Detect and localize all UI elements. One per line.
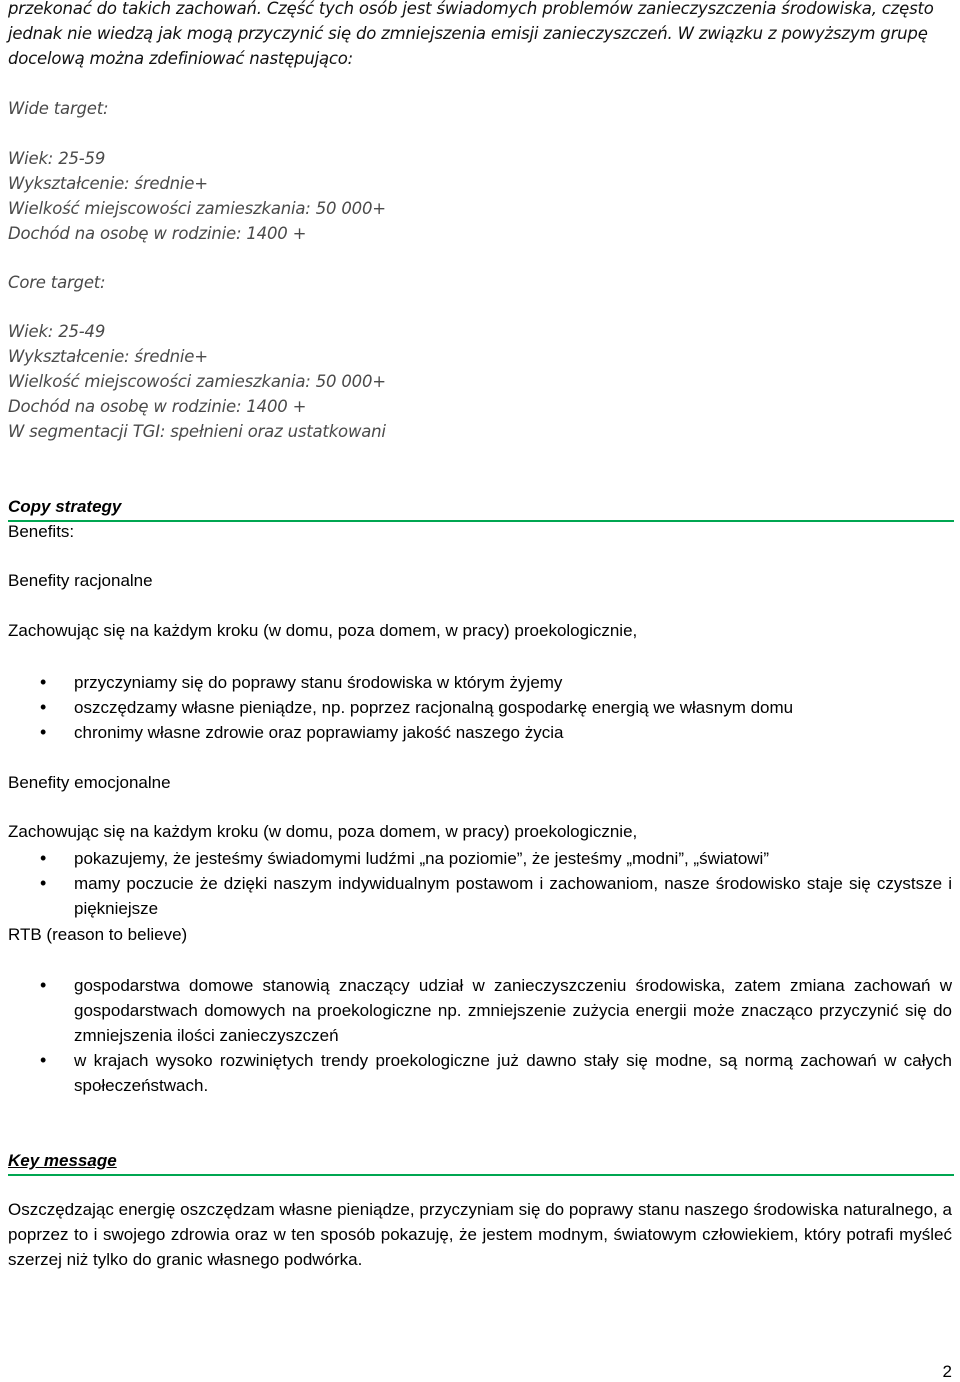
rational-benefits-intro: Zachowując się na każdym kroku (w domu, poza domem, w pracy) proekologicznie, [8, 621, 638, 640]
wide-target-town-size: Wielkość miejscowości zamieszkania: 50 000+ [8, 199, 386, 218]
emotional-benefits-intro: Zachowując się na każdym kroku (w domu, poza domem, w pracy) proekologicznie, [8, 822, 638, 841]
rtb-title: RTB (reason to believe) [8, 925, 188, 944]
core-target-town-size: Wielkość miejscowości zamieszkania: 50 000+ [8, 372, 386, 391]
list-item: • chronimy własne zdrowie oraz poprawiamy jakość naszego życia [8, 720, 952, 745]
core-target-income: Dochód na osobę w rodzinie: 1400 + [8, 397, 307, 416]
emotional-benefits-list [8, 846, 952, 921]
core-target-education: Wykształcenie: średnie+ [8, 347, 208, 366]
list-item: • oszczędzamy własne pieniądze, np. poprzez racjonalną gospodarkę energią we własnym domu [8, 695, 952, 720]
intro-line-1: przekonać do takich zachowań. Część tych osób jest świadomych problemów zanieczyszczenia środowiska, często [8, 0, 934, 18]
core-target-title: Core target: [8, 273, 106, 292]
rational-benefits-title: Benefity racjonalne [8, 571, 153, 590]
core-target-age: Wiek: 25-49 [8, 322, 106, 341]
intro-line-3: docelową można zdefiniować następująco: [8, 49, 354, 68]
intro-line-2: jednak nie wiedzą jak mogą przyczynić się do zmniejszenia emisji zanieczyszczeń. W związku z powyższym grupę [8, 24, 928, 43]
rational-benefits-list [8, 670, 952, 745]
rtb-list [8, 973, 952, 1098]
list-item: • w krajach wysoko rozwiniętych trendy proekologiczne już dawno stały się modne, są normą zachowań w całych społeczeństwach. [8, 1048, 952, 1098]
benefits-label: Benefits: [8, 522, 75, 541]
section-divider [8, 520, 954, 522]
page-number: 2 [942, 1362, 952, 1381]
key-message-heading: Key message [8, 1151, 117, 1170]
core-target-segmentation: W segmentacji TGI: spełnieni oraz ustatkowani [8, 422, 386, 441]
list-item: • pokazujemy, że jesteśmy świadomymi ludźmi „na poziomie”, że jesteśmy „modni”, „światowi” [8, 846, 952, 871]
wide-target-income: Dochód na osobę w rodzinie: 1400 + [8, 224, 307, 243]
wide-target-title: Wide target: [8, 99, 109, 118]
copy-strategy-heading: Copy strategy [8, 497, 122, 516]
emotional-benefits-title: Benefity emocjonalne [8, 773, 171, 792]
wide-target-age: Wiek: 25-59 [8, 149, 106, 168]
wide-target-education: Wykształcenie: średnie+ [8, 174, 208, 193]
section-divider [8, 1174, 954, 1176]
list-item: • gospodarstwa domowe stanowią znaczący udział w zanieczyszczeniu środowiska, zatem zmiana zachowań w gospodarstwach domowych na proekologiczne np. zmniejszenie zużycia energii może znacząco przyczynić się do zmniejszenia ilości zanieczyszczeń [8, 973, 952, 1048]
key-message-text: Oszczędzając energię oszczędzam własne pieniądze, przyczyniam się do poprawy stanu naszego środowiska naturalnego, a poprzez to i swojego zdrowia oraz w ten sposób pokazuję, że jestem modnym, światowym człowiekiem, który potrafi myśleć szerzej niż tylko do granic własnego podwórka. [8, 1200, 952, 1269]
list-item: • mamy poczucie że dzięki naszym indywidualnym postawom i zachowaniom, nasze środowisko staje się czystsze i piękniejsze [8, 871, 952, 921]
list-item: • przyczyniamy się do poprawy stanu środowiska w którym żyjemy [8, 670, 952, 695]
